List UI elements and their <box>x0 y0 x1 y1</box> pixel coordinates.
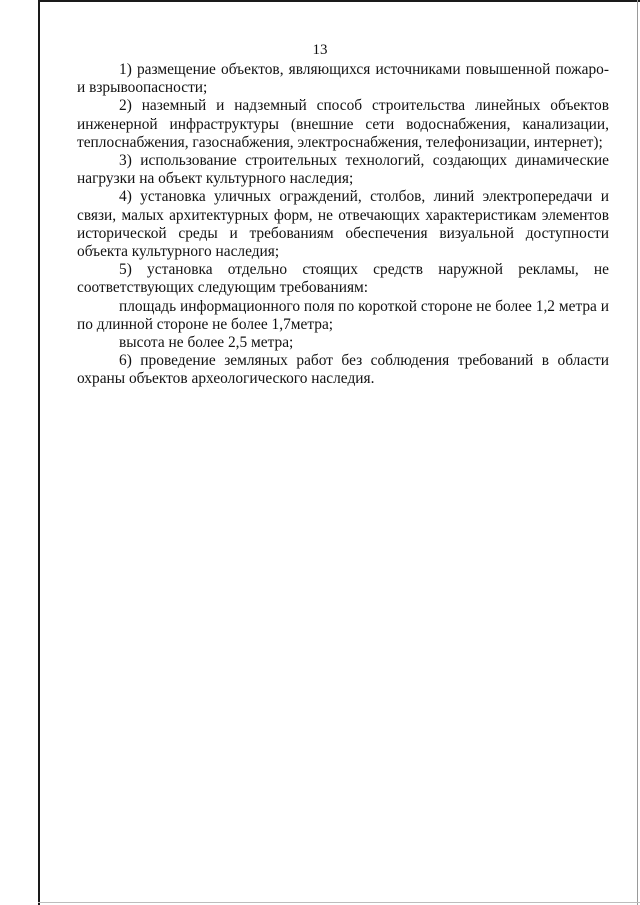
paragraph-item-2: 2) наземный и надземный способ строительства линейных объектов инженерной инфраструктуры (внешние сети водоснабжения, канализации, теплоснабжения, газоснабжения, электроснабжения, телефонизации, интернет); <box>77 97 609 151</box>
paragraph-item-6: 6) проведение земляных работ без соблюдения требований в области охраны объектов археологического наследия. <box>77 352 609 388</box>
paragraph-requirement-area: площадь информационного поля по короткой стороне не более 1,2 метра и по длинной стороне не более 1,7метра; <box>77 297 609 333</box>
scan-border-right <box>637 0 638 905</box>
scan-border-bottom <box>38 902 640 903</box>
scan-border-top <box>38 0 640 2</box>
paragraph-item-4: 4) установка уличных ограждений, столбов, линий электропередачи и связи, малых архитектурных форм, не отвечающих характеристикам элементов исторической среды и требованиям обеспечения визуальной доступности объекта культурного наследия; <box>77 188 609 261</box>
scan-border-left <box>38 0 40 905</box>
paragraph-item-5: 5) установка отдельно стоящих средств наружной рекламы, не соответствующих следующим требованиям: <box>77 261 609 297</box>
paragraph-item-1: 1) размещение объектов, являющихся источниками повышенной пожаро- и взрывоопасности; <box>77 61 609 97</box>
page-number: 13 <box>312 42 328 58</box>
paragraph-item-3: 3) использование строительных технологий, создающих динамические нагрузки на объект культурного наследия; <box>77 152 609 188</box>
document-body <box>77 61 609 389</box>
paragraph-requirement-height: высота не более 2,5 метра; <box>119 334 294 352</box>
